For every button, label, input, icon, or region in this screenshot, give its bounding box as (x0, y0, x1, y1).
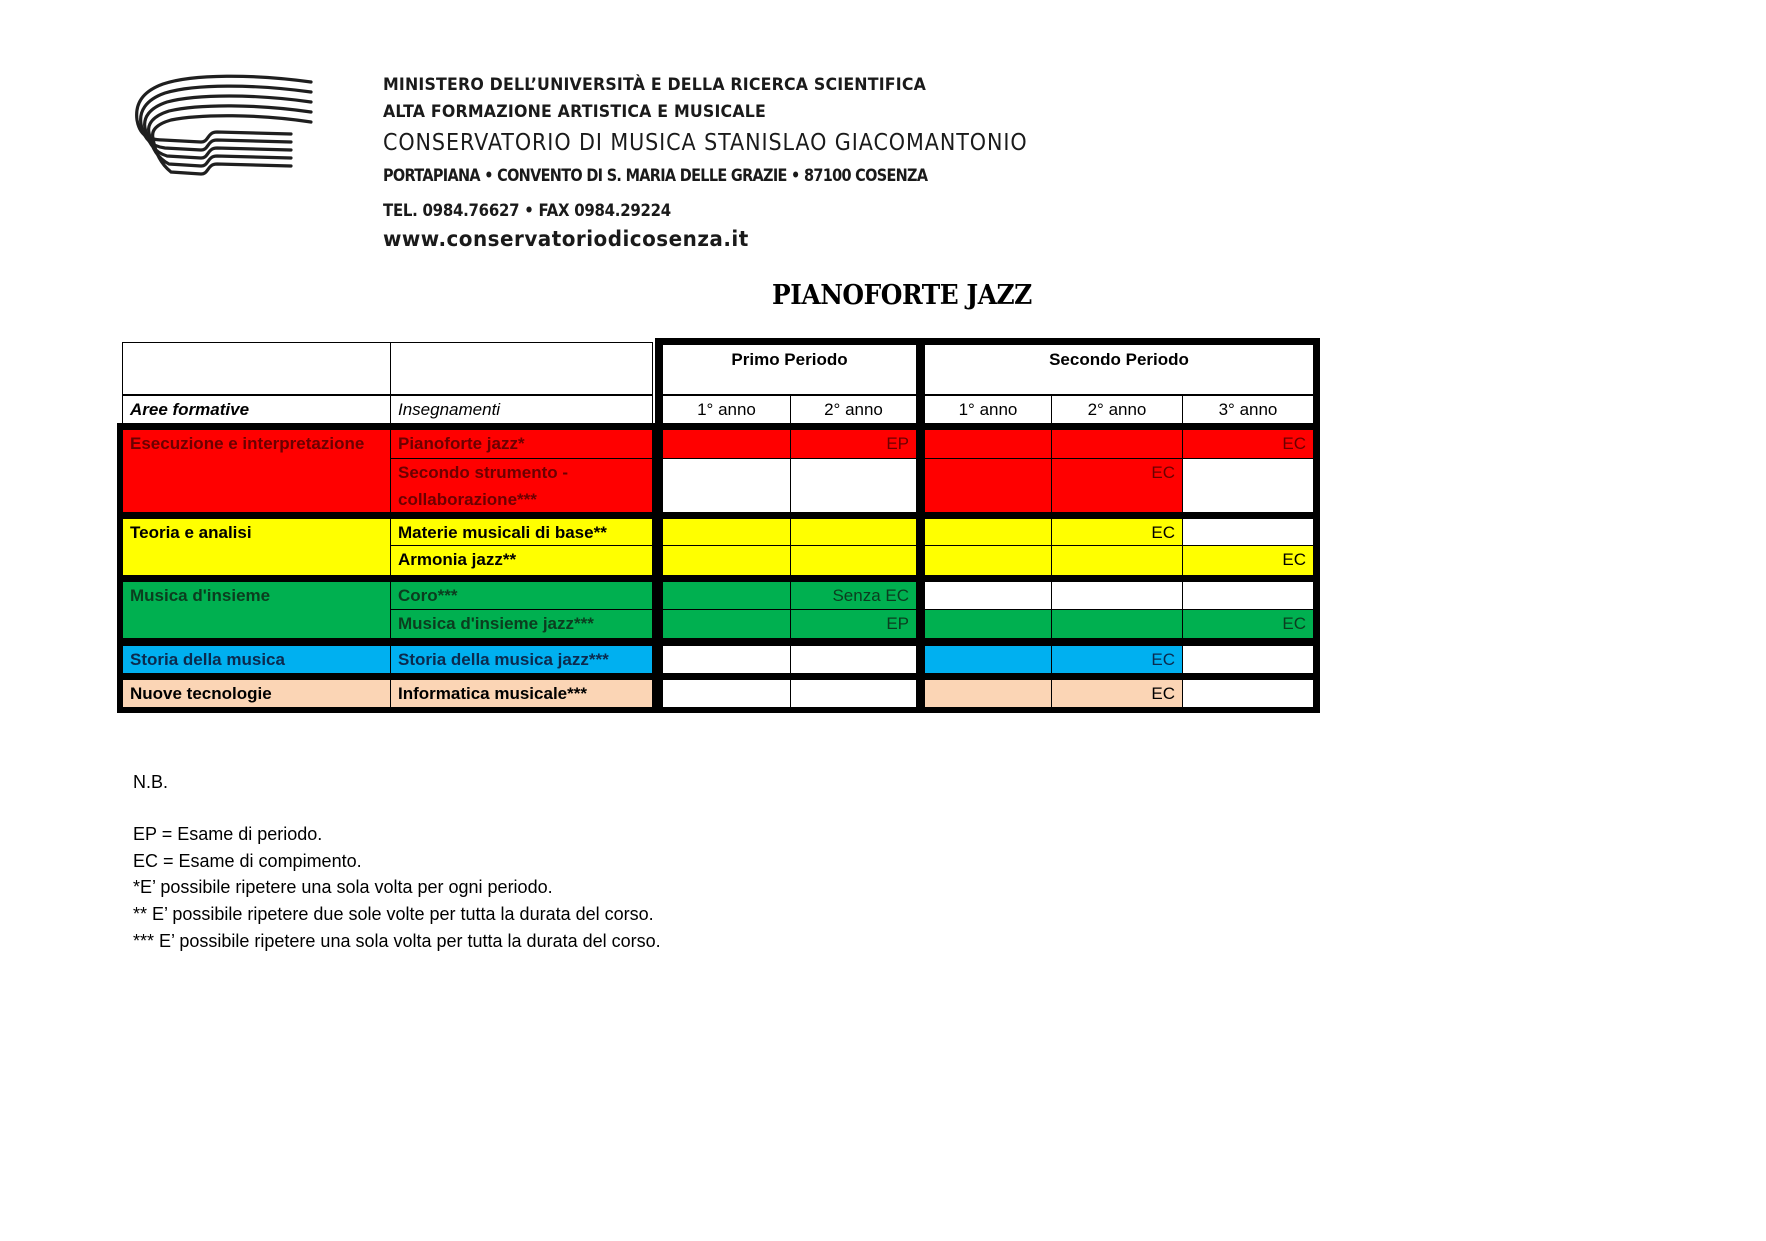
exam-cell (1183, 582, 1313, 609)
exam-cell (663, 519, 790, 545)
exam-cell: EP (791, 430, 916, 458)
note-three-star: *** E’ possibile ripetere una sola volta per tutta la durata del corso. (133, 931, 661, 951)
exam-cell: EC (1052, 680, 1182, 707)
exam-cell (925, 546, 1051, 575)
phone-fax-line: TEL. 0984.76627 • FAX 0984.29224 (383, 201, 671, 221)
exam-cell: EC (1183, 430, 1313, 458)
exam-cell (1052, 430, 1182, 458)
exam-cell: EC (1052, 646, 1182, 673)
header-aree-formative: Aree formative (123, 396, 390, 423)
exam-cell (1052, 582, 1182, 609)
exam-cell (1183, 459, 1313, 512)
subject-cell: Coro*** (391, 582, 652, 609)
exam-cell: EC (1183, 546, 1313, 575)
header-year-1: 1° anno (663, 396, 790, 423)
exam-cell (663, 430, 790, 458)
exam-cell: EC (1052, 519, 1182, 545)
notes-heading: N.B. (133, 772, 169, 792)
exam-cell (925, 582, 1051, 609)
exam-cell (663, 646, 790, 673)
header-empty-cell-2 (391, 343, 652, 394)
area-cell: Nuove tecnologie (123, 680, 390, 707)
exam-cell (925, 459, 1051, 512)
note-ec: EC = Esame di compimento. (133, 851, 362, 871)
subject-cell: Storia della musica jazz*** (391, 646, 652, 673)
exam-cell (1052, 546, 1182, 575)
subject-cell: Secondo strumento - collaborazione*** (391, 459, 652, 512)
area-cell: Esecuzione e interpretazione (123, 430, 390, 512)
header-period-2: Secondo Periodo (925, 345, 1313, 394)
page-title: PIANOFORTE JAZZ (772, 280, 1032, 311)
exam-cell (925, 519, 1051, 545)
header-year-3: 1° anno (925, 396, 1051, 423)
exam-cell (791, 519, 916, 545)
exam-cell: EP (791, 610, 916, 638)
note-two-star: ** E’ possibile ripetere due sole volte per tutta la durata del corso. (133, 904, 654, 924)
area-cell: Teoria e analisi (123, 519, 390, 575)
exam-cell: EC (1183, 610, 1313, 638)
exam-cell (663, 546, 790, 575)
subject-cell: Materie musicali di base** (391, 519, 652, 545)
exam-cell (925, 610, 1051, 638)
area-cell: Storia della musica (123, 646, 390, 673)
subject-cell: Pianoforte jazz* (391, 430, 652, 458)
exam-cell (663, 582, 790, 609)
header-year-5: 3° anno (1183, 396, 1313, 423)
area-cell: Musica d'insieme (123, 582, 390, 638)
website-link[interactable]: www.conservatoriodicosenza.it (383, 227, 749, 251)
exam-cell (791, 546, 916, 575)
conservatorio-logo-icon (133, 70, 315, 182)
header-empty-cell-1 (123, 343, 390, 394)
exam-cell (791, 680, 916, 707)
ministry-line: MINISTERO DELL’UNIVERSITÀ E DELLA RICERCA SCIENTIFICA (383, 75, 927, 95)
exam-cell (663, 459, 790, 512)
exam-cell (925, 430, 1051, 458)
conservatory-name: CONSERVATORIO DI MUSICA STANISLAO GIACOMANTONIO (383, 130, 1028, 156)
note-ep: EP = Esame di periodo. (133, 824, 323, 844)
exam-cell: EC (1052, 459, 1182, 512)
exam-cell (1183, 519, 1313, 545)
exam-cell (1183, 680, 1313, 707)
exam-cell (791, 646, 916, 673)
subject-cell: Informatica musicale*** (391, 680, 652, 707)
exam-cell (925, 646, 1051, 673)
afam-line: ALTA FORMAZIONE ARTISTICA E MUSICALE (383, 102, 767, 122)
exam-cell (1183, 646, 1313, 673)
subject-cell: Armonia jazz** (391, 546, 652, 575)
exam-cell (791, 459, 916, 512)
address-line: PORTAPIANA • CONVENTO DI S. MARIA DELLE GRAZIE • 87100 COSENZA (383, 166, 928, 186)
exam-cell (925, 680, 1051, 707)
header-insegnamenti: Insegnamenti (391, 396, 652, 423)
header-year-2: 2° anno (791, 396, 916, 423)
exam-cell: Senza EC (791, 582, 916, 609)
exam-cell (1052, 610, 1182, 638)
exam-cell (663, 680, 790, 707)
subject-cell: Musica d'insieme jazz*** (391, 610, 652, 638)
note-one-star: *E’ possibile ripetere una sola volta per ogni periodo. (133, 877, 553, 897)
header-year-4: 2° anno (1052, 396, 1182, 423)
exam-cell (663, 610, 790, 638)
header-period-1: Primo Periodo (663, 345, 916, 394)
